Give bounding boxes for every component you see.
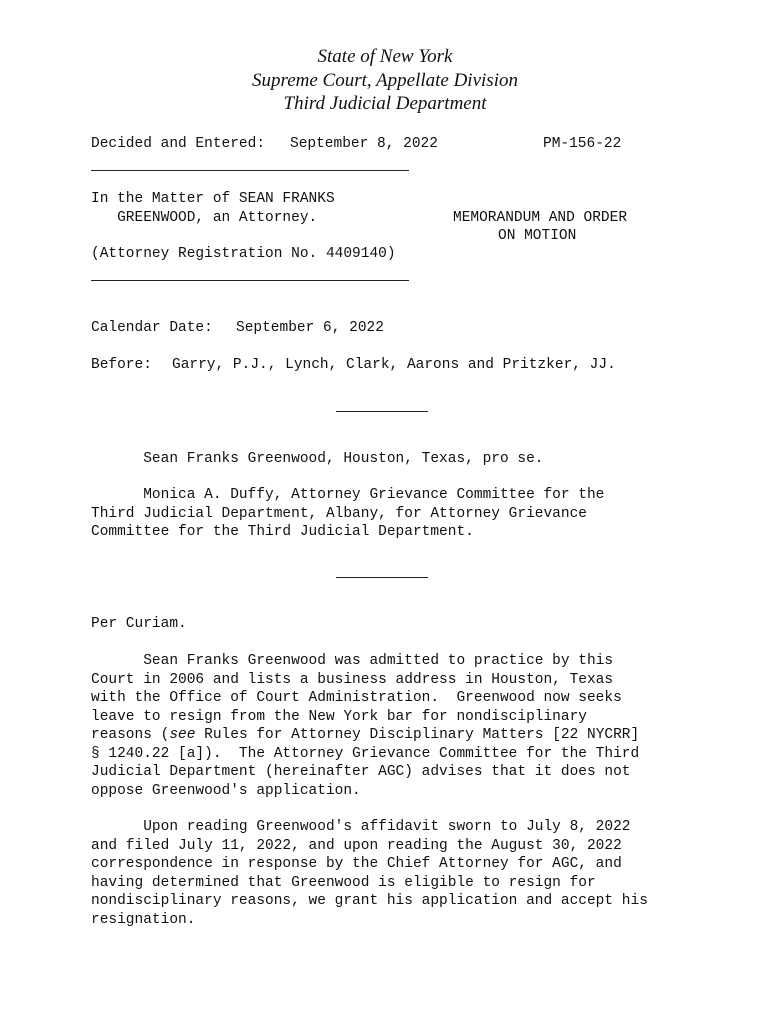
citation-rules: Rules for Attorney Disciplinary Matters [22 NYCRR] (195, 727, 640, 743)
appearance-agc-line-1: Monica A. Duffy, Attorney Grievance Committee for the (91, 487, 605, 503)
before-label: Before: (91, 357, 152, 373)
registration-number: (Attorney Registration No. 4409140) (91, 246, 396, 262)
order-title-line-1: MEMORANDUM AND ORDER (453, 209, 628, 226)
court-department: Third Judicial Department (283, 93, 487, 114)
paragraph-2-line-3: correspondence in response by the Chief Attorney for AGC, and (91, 856, 622, 872)
paragraph-1-line-6: § 1240.22 [a]). The Attorney Grievance Committee for the Third (91, 745, 640, 762)
per-curiam-heading: Per Curiam. (91, 616, 187, 632)
section-divider-1 (336, 411, 428, 412)
decided-label: Decided and Entered: (91, 136, 266, 152)
paragraph-2-line-1: Upon reading Greenwood's affidavit sworn to July 8, 2022 (91, 819, 631, 835)
paragraph-1-line-7: Judicial Department (hereinafter AGC) advises that it does not (91, 764, 631, 780)
appearance-respondent: Sean Franks Greenwood, Houston, Texas, pro se. (91, 451, 544, 467)
caption-rule-top (91, 170, 409, 171)
paragraph-1-line-1: Sean Franks Greenwood was admitted to practice by this (91, 653, 614, 669)
citation-prefix: reasons ( (91, 727, 170, 743)
matter-line-1: In the Matter of SEAN FRANKS (91, 191, 335, 207)
calendar-label: Calendar Date: (91, 320, 213, 336)
appearance-agc-line-3: Committee for the Third Judicial Department. (91, 524, 474, 540)
decided-date: September 8, 2022 (290, 136, 438, 152)
paragraph-1-line-5 (91, 726, 691, 745)
paragraph-2-line-6: resignation. (91, 911, 196, 928)
order-title-line-2: ON MOTION (498, 228, 577, 244)
court-division: Supreme Court, Appellate Division (252, 69, 518, 91)
paragraph-1-line-2: Court in 2006 and lists a business address in Houston, Texas (91, 671, 614, 688)
paragraph-2-line-5: nondisciplinary reasons, we grant his application and accept his (91, 893, 648, 909)
before-judges: Garry, P.J., Lynch, Clark, Aarons and Pritzker, JJ. (172, 357, 616, 373)
caption-rule-bottom (91, 280, 409, 281)
paragraph-2-line-4: having determined that Greenwood is eligible to resign for (91, 874, 596, 891)
calendar-date: September 6, 2022 (236, 320, 384, 336)
paragraph-2-line-2: and filed July 11, 2022, and upon reading the August 30, 2022 (91, 837, 622, 854)
matter-line-2: GREENWOOD, an Attorney. (91, 209, 318, 226)
docket-number: PM-156-22 (543, 136, 622, 152)
court-state: State of New York (317, 46, 453, 67)
court-header (0, 45, 770, 116)
section-divider-2 (336, 577, 428, 578)
citation-signal-see: see (169, 727, 196, 743)
paragraph-1-line-3: with the Office of Court Administration. Greenwood now seeks (91, 690, 622, 706)
paragraph-1-line-8: oppose Greenwood's application. (91, 782, 361, 799)
paragraph-1-line-4: leave to resign from the New York bar for nondisciplinary (91, 708, 587, 725)
appearance-agc-line-2: Third Judicial Department, Albany, for Attorney Grievance (91, 505, 587, 522)
